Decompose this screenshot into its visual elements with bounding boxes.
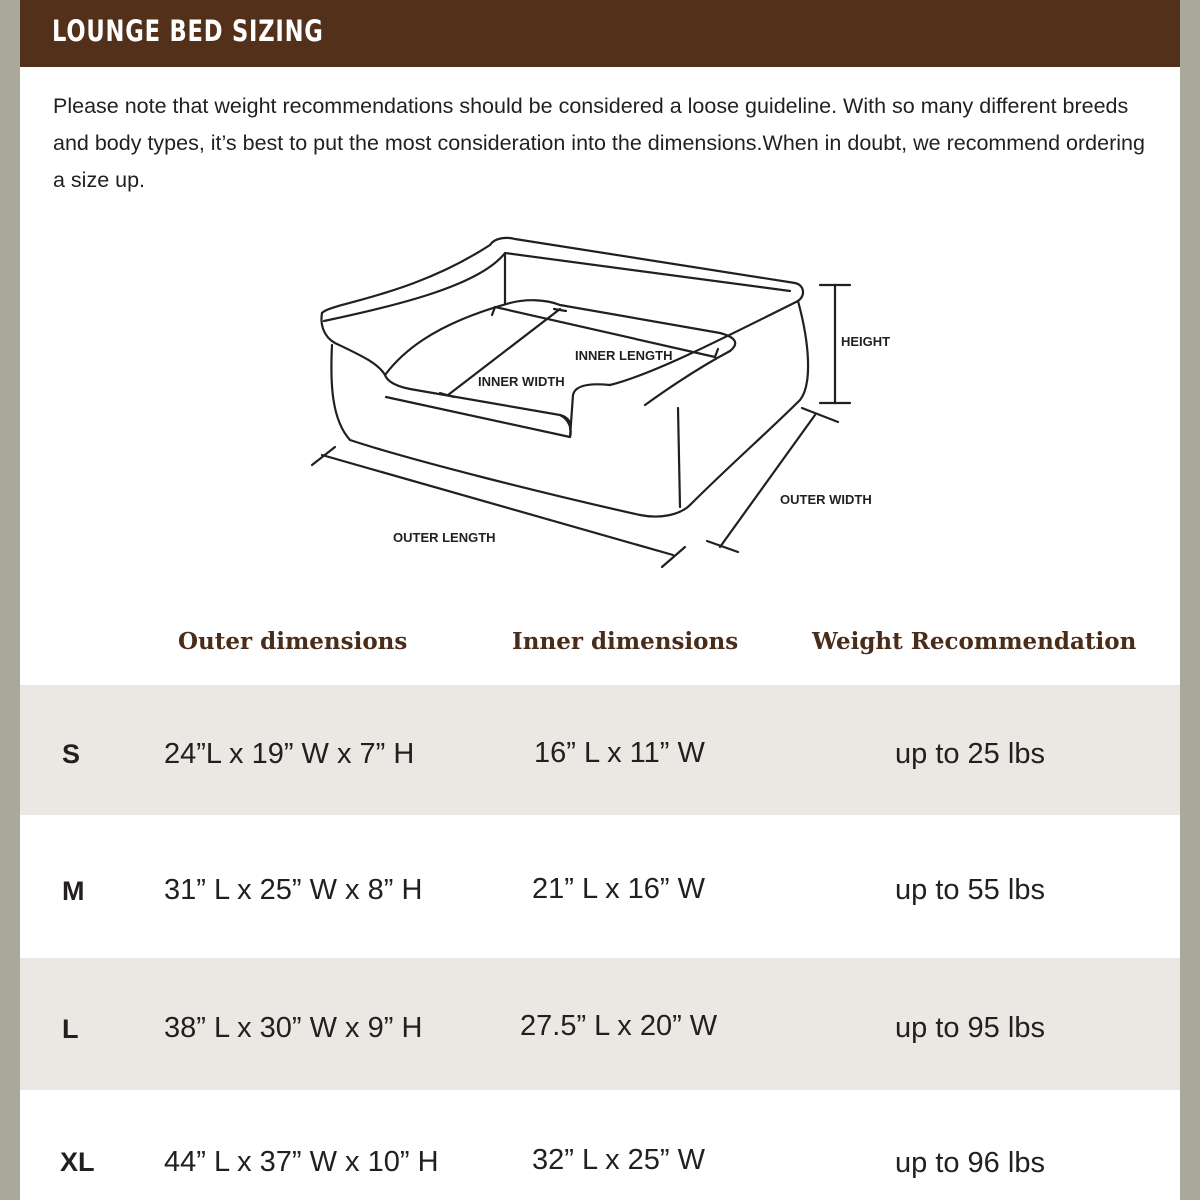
outer-length-label: OUTER LENGTH: [393, 530, 496, 545]
inner-dimensions-cell: 16” L x 11” W: [534, 737, 705, 769]
sizing-note: Please note that weight recommendations should be considered a loose guideline. With so many different breeds and body types, it’s best to put the most consideration into the dimensions.When in doubt, we recommend ordering a size up.: [53, 94, 1145, 192]
sizing-sheet: [20, 0, 1180, 1200]
table-row: [20, 815, 1180, 958]
inner-dimensions-cell: 21” L x 16” W: [532, 873, 705, 905]
bed-diagram: [290, 225, 930, 585]
height-label: HEIGHT: [841, 334, 891, 349]
inner-length-label: INNER LENGTH: [575, 348, 673, 363]
size-label: S: [62, 739, 81, 769]
inner-dimensions-cell: 32” L x 25” W: [532, 1144, 705, 1176]
outer-dimensions-cell: 31” L x 25” W x 8” H: [164, 874, 423, 906]
header-bar: [20, 0, 1180, 67]
outer-dimensions-cell: 24”L x 19” W x 7” H: [164, 738, 415, 770]
table-row: [20, 1090, 1180, 1200]
size-label: XL: [60, 1147, 95, 1177]
bed-diagram-illustration: [290, 225, 930, 585]
weight-cell: up to 95 lbs: [895, 1012, 1045, 1044]
inner-dimensions-cell: 27.5” L x 20” W: [520, 1010, 718, 1042]
size-label: L: [62, 1014, 79, 1044]
outer-width-label: OUTER WIDTH: [780, 492, 872, 507]
column-header-weight: Weight Recommendation: [812, 628, 1137, 655]
outer-dimensions-cell: 44” L x 37” W x 10” H: [164, 1146, 439, 1178]
weight-cell: up to 96 lbs: [895, 1147, 1045, 1179]
weight-cell: up to 25 lbs: [895, 738, 1045, 770]
inner-width-label: INNER WIDTH: [478, 374, 565, 389]
table-row: [20, 958, 1180, 1090]
page-title: LOUNGE BED SIZING: [52, 14, 324, 48]
outer-dimensions-cell: 38” L x 30” W x 9” H: [164, 1012, 423, 1044]
weight-cell: up to 55 lbs: [895, 874, 1045, 906]
column-header-outer: Outer dimensions: [178, 628, 408, 655]
table-row: [20, 685, 1180, 815]
column-header-inner: Inner dimensions: [512, 628, 739, 655]
size-label: M: [62, 876, 85, 906]
